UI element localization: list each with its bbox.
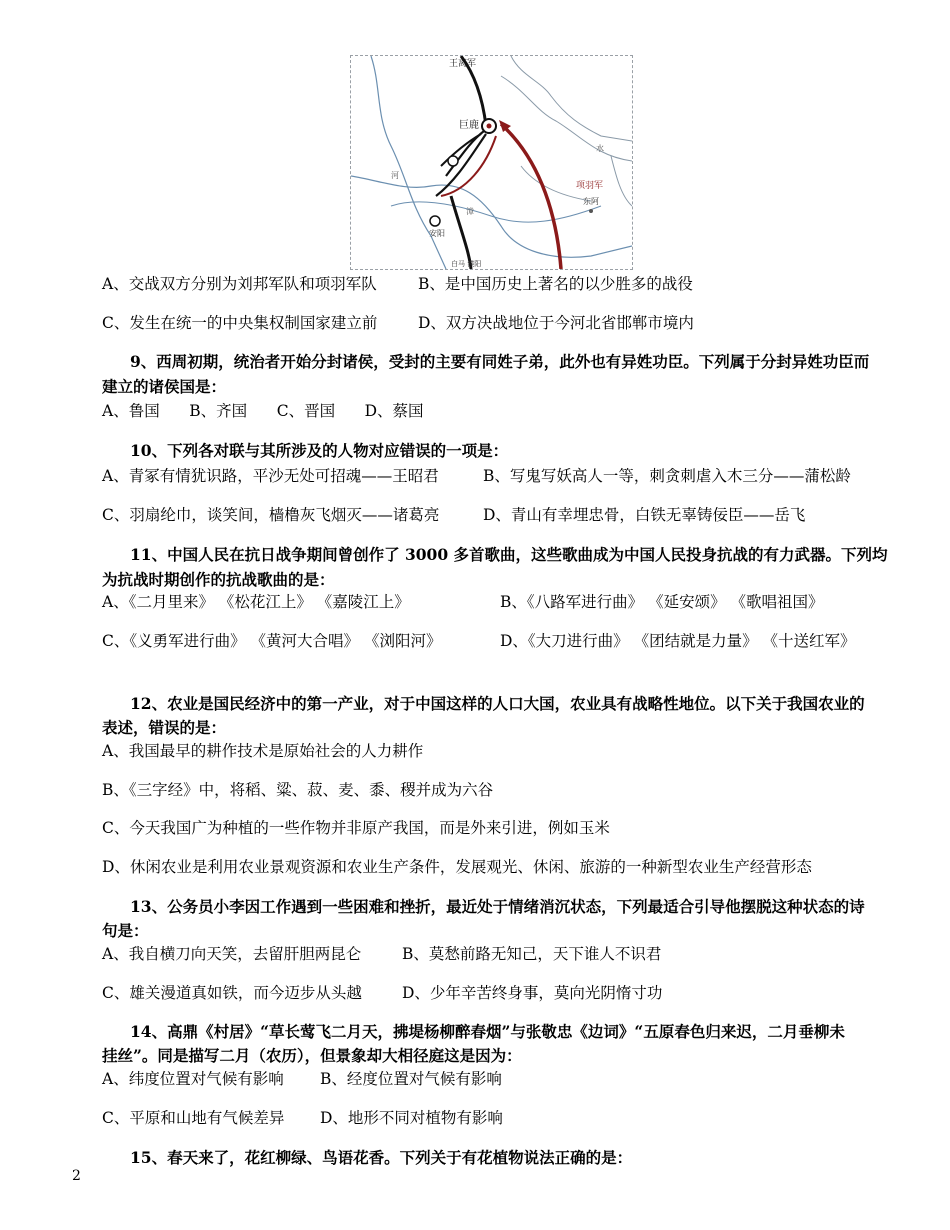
q8-option-c: C、发生在统一的中央集权制国家建立前: [102, 314, 378, 332]
q8-option-b: B、是中国历史上著名的以少胜多的战役: [418, 275, 693, 293]
q13-option-d: D、少年辛苦终身事，莫向光阴惰寸功: [402, 984, 663, 1002]
map-label-zhang: 漳: [466, 207, 474, 216]
q13-stem-line-1: 13、公务员小李因工作遇到一些困难和挫折，最近处于情绪消沉状态，下列最适合引导他摆脱这种状态的诗: [130, 897, 865, 916]
battle-map-figure: [350, 55, 633, 270]
q11-stem-line-2: 为抗战时期创作的抗战歌曲的是：: [102, 570, 335, 589]
q8-option-a: A、交战双方分别为刘邦军队和项羽军队: [102, 275, 377, 293]
q11-option-c: C、《义勇军进行曲》 《黄河大合唱》 《浏阳河》: [102, 632, 442, 650]
map-label-bottom: 白马 濮阳: [451, 260, 482, 268]
q13-option-a: A、我自横刀向天笑，去留肝胆两昆仑: [102, 945, 362, 963]
q10-option-a: A、青冢有情犹识路，平沙无处可招魂——王昭君: [102, 467, 439, 485]
q8-option-d: D、双方决战地位于今河北省邯郸市境内: [418, 314, 694, 332]
q12-option-c: C、今天我国广为种植的一些作物并非原产我国，而是外来引进，例如玉米: [102, 819, 610, 837]
map-label-he: 河: [391, 171, 399, 180]
q13-option-b: B、莫愁前路无知己，天下谁人不识君: [402, 945, 662, 963]
q14-stem-line-1: 14、高鼎《村居》“草长莺飞二月天，拂堤杨柳醉春烟”与张敬忠《边词》“五原春色归来迟，二月垂柳未: [130, 1022, 845, 1041]
q14-option-a: A、纬度位置对气候有影响: [102, 1070, 284, 1088]
q13-stem-line-2: 句是：: [102, 921, 149, 940]
q14-stem-line-2: 挂丝”。同是描写二月（农历），但景象却大相径庭这是因为：: [102, 1046, 522, 1065]
q11-stem-line-1: 11、中国人民在抗日战争期间曾创作了 3000 多首歌曲，这些歌曲成为中国人民投身抗战的有力武器。下列均: [130, 545, 888, 564]
q12-option-b: B、《三字经》中，将稻、粱、菽、麦、黍、稷并成为六谷: [102, 781, 494, 799]
q9-options: A、鲁国 B、齐国 C、晋国 D、蔡国: [102, 402, 424, 420]
q9-stem-line-2: 建立的诸侯国是：: [102, 377, 227, 396]
q12-option-d: D、休闲农业是利用农业景观资源和农业生产条件，发展观光、休闲、旅游的一种新型农业生产经营形态: [102, 858, 812, 876]
map-label-shui: 水: [596, 144, 604, 153]
q14-option-c: C、平原和山地有气候差异: [102, 1109, 285, 1127]
q11-option-d: D、《大刀进行曲》 《团结就是力量》 《十送红军》: [500, 632, 856, 650]
q15-stem: 15、春天来了，花红柳绿、鸟语花香。下列关于有花植物说法正确的是：: [130, 1148, 633, 1167]
q10-option-b: B、写鬼写妖高人一等，刺贪刺虐入木三分——蒲松龄: [483, 467, 851, 485]
q12-stem-line-1: 12、农业是国民经济中的第一产业，对于中国这样的人口大国，农业具有战略性地位。以下关于我国农业的: [130, 694, 865, 713]
q14-option-d: D、地形不同对植物有影响: [320, 1109, 503, 1127]
q9-stem-line-1: 9、西周初期，统治者开始分封诸侯，受封的主要有同姓子弟，此外也有异姓功臣。下列属于分封异姓功臣而: [130, 352, 870, 371]
q10-option-c: C、羽扇纶巾，谈笑间，樯橹灰飞烟灭——诸葛亮: [102, 506, 440, 524]
battle-map: [351, 56, 632, 269]
q11-option-b: B、《八路军进行曲》 《延安颂》 《歌唱祖国》: [500, 593, 824, 611]
q10-stem: 10、下列各对联与其所涉及的人物对应错误的一项是：: [130, 441, 509, 460]
map-label-xiang-yu-jun: 项羽军: [576, 181, 604, 191]
q12-option-a: A、我国最早的耕作技术是原始社会的人力耕作: [102, 742, 424, 760]
q14-option-b: B、经度位置对气候有影响: [320, 1070, 502, 1088]
q13-option-c: C、雄关漫道真如铁，而今迈步从头越: [102, 984, 362, 1002]
map-label-julu: 巨鹿: [459, 120, 479, 131]
map-label-wang-li-jun: 王离军: [449, 59, 477, 69]
q12-stem-line-2: 表述，错误的是：: [102, 718, 227, 737]
map-label-dong-e: 东阿: [583, 197, 599, 206]
q11-option-a: A、《二月里来》 《松花江上》 《嘉陵江上》: [102, 593, 410, 611]
page-number: 2: [72, 1168, 81, 1184]
map-label-anyang: 安阳: [429, 229, 445, 238]
q10-option-d: D、青山有幸埋忠骨，白铁无辜铸佞臣——岳飞: [483, 506, 806, 524]
